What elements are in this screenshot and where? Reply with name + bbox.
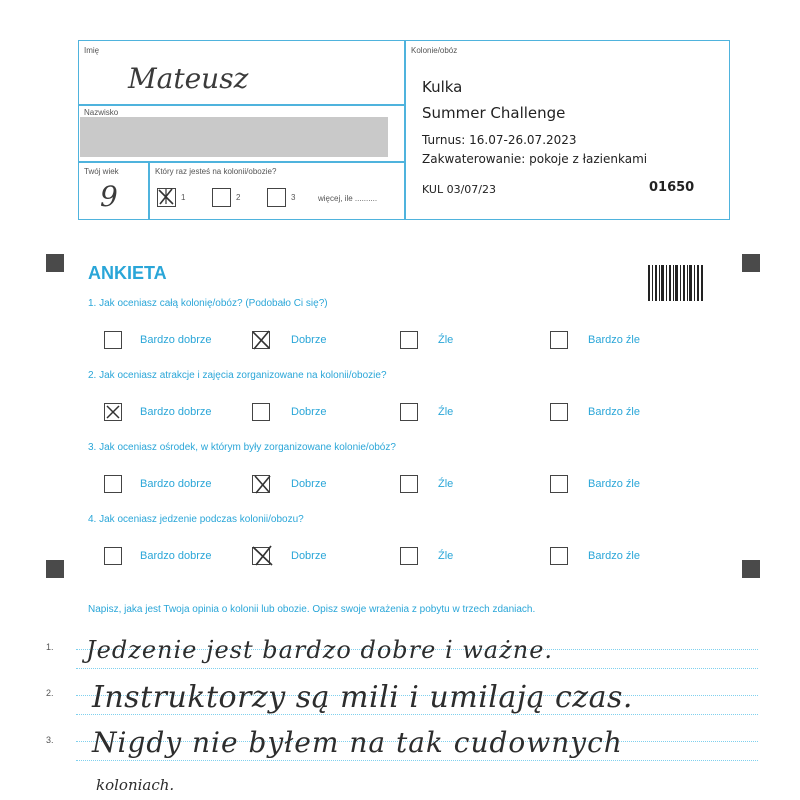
q2-option-bardzo-zle[interactable] <box>550 403 568 421</box>
turnus: Turnus: 16.07-26.07.2023 <box>422 133 577 147</box>
wiecej-label: więcej, ile .......... <box>318 194 378 203</box>
question-3-text: 3. Jak oceniasz ośrodek, w którym były zorganizowane kolonie/obóz? <box>88 442 396 453</box>
nazwisko-label: Nazwisko <box>84 108 119 117</box>
camp-subtitle: Summer Challenge <box>422 104 566 122</box>
kolonie-label: Kolonie/obóz <box>411 46 458 55</box>
numer: 01650 <box>649 180 695 195</box>
visit-option-label: 3 <box>291 193 296 202</box>
option-label: Dobrze <box>291 334 327 346</box>
q2-option-bardzo-dobrze[interactable] <box>104 403 122 421</box>
writing-line <box>76 760 758 761</box>
opinion-line-2[interactable]: Instruktorzy są mili i umilają czas. <box>92 680 633 715</box>
q4-option-bardzo-dobrze[interactable] <box>104 547 122 565</box>
q3-option-bardzo-dobrze[interactable] <box>104 475 122 493</box>
opinion-line-4[interactable]: koloniach. <box>96 776 175 794</box>
registration-marker <box>742 560 760 578</box>
q3-option-dobrze[interactable] <box>252 475 270 493</box>
option-label: Bardzo źle <box>588 406 640 418</box>
option-label: Źle <box>438 406 454 418</box>
question-1-text: 1. Jak oceniasz całą kolonię/obóz? (Podobało Ci się?) <box>88 298 328 309</box>
option-label: Bardzo dobrze <box>140 550 212 562</box>
barcode-icon <box>648 265 704 301</box>
q1-option-zle[interactable] <box>400 331 418 349</box>
option-label: Bardzo źle <box>588 550 640 562</box>
q2-option-dobrze[interactable] <box>252 403 270 421</box>
line-number: 1. <box>46 642 54 652</box>
x-mark-icon <box>104 403 122 421</box>
visit-checkbox-1[interactable] <box>157 188 176 207</box>
option-label: Źle <box>438 334 454 346</box>
q3-option-bardzo-zle[interactable] <box>550 475 568 493</box>
option-label: Bardzo dobrze <box>140 334 212 346</box>
x-mark-icon <box>251 473 273 495</box>
option-label: Bardzo źle <box>588 478 640 490</box>
kod: KUL 03/07/23 <box>422 183 496 196</box>
option-label: Dobrze <box>291 406 327 418</box>
option-label: Bardzo źle <box>588 334 640 346</box>
imie-value[interactable]: Mateusz <box>128 62 249 95</box>
survey-title: ANKIETA <box>88 263 167 283</box>
q1-option-bardzo-zle[interactable] <box>550 331 568 349</box>
visit-option-label: 2 <box>236 193 241 202</box>
option-label: Bardzo dobrze <box>140 406 212 418</box>
header-divider <box>148 161 150 220</box>
line-number: 3. <box>46 735 54 745</box>
option-label: Dobrze <box>291 478 327 490</box>
visit-checkbox-2[interactable] <box>212 188 231 207</box>
q1-option-dobrze[interactable] <box>252 331 270 349</box>
registration-marker <box>46 560 64 578</box>
wiek-value[interactable]: 9 <box>100 180 118 213</box>
header-divider <box>404 40 406 220</box>
zakwaterowanie: Zakwaterowanie: pokoje z łazienkami <box>422 152 648 166</box>
visit-option-label: 1 <box>181 193 186 202</box>
camp-name: Kulka <box>422 78 463 96</box>
x-mark-icon <box>156 187 175 206</box>
visit-checkbox-3[interactable] <box>267 188 286 207</box>
question-2-text: 2. Jak oceniasz atrakcje i zajęcia zorganizowane na kolonii/obozie? <box>88 370 387 381</box>
question-4-text: 4. Jak oceniasz jedzenie podczas kolonii/obozu? <box>88 514 304 525</box>
opinion-line-1[interactable]: Jedzenie jest bardzo dobre i ważne. <box>86 636 554 664</box>
nazwisko-redacted <box>80 117 388 157</box>
header-divider <box>78 161 405 163</box>
registration-marker <box>742 254 760 272</box>
q3-option-zle[interactable] <box>400 475 418 493</box>
q1-option-bardzo-dobrze[interactable] <box>104 331 122 349</box>
opinion-line-3[interactable]: Nigdy nie byłem na tak cudownych <box>92 726 623 759</box>
q4-option-zle[interactable] <box>400 547 418 565</box>
option-label: Źle <box>438 550 454 562</box>
q4-option-dobrze[interactable] <box>252 547 270 565</box>
option-label: Bardzo dobrze <box>140 478 212 490</box>
writing-line <box>76 668 758 669</box>
x-mark-icon <box>250 329 272 351</box>
option-label: Dobrze <box>291 550 327 562</box>
registration-marker <box>46 254 64 272</box>
x-mark-icon <box>250 543 276 569</box>
header-divider <box>78 104 405 106</box>
opinion-prompt: Napisz, jaka jest Twoja opinia o kolonii lub obozie. Opisz swoje wrażenia z pobytu w trzech zdaniach. <box>88 604 536 615</box>
q4-option-bardzo-zle[interactable] <box>550 547 568 565</box>
option-label: Źle <box>438 478 454 490</box>
q2-option-zle[interactable] <box>400 403 418 421</box>
imie-label: Imię <box>84 46 100 55</box>
line-number: 2. <box>46 688 54 698</box>
ktory-raz-label: Który raz jesteś na kolonii/obozie? <box>155 167 277 176</box>
wiek-label: Twój wiek <box>84 167 119 176</box>
